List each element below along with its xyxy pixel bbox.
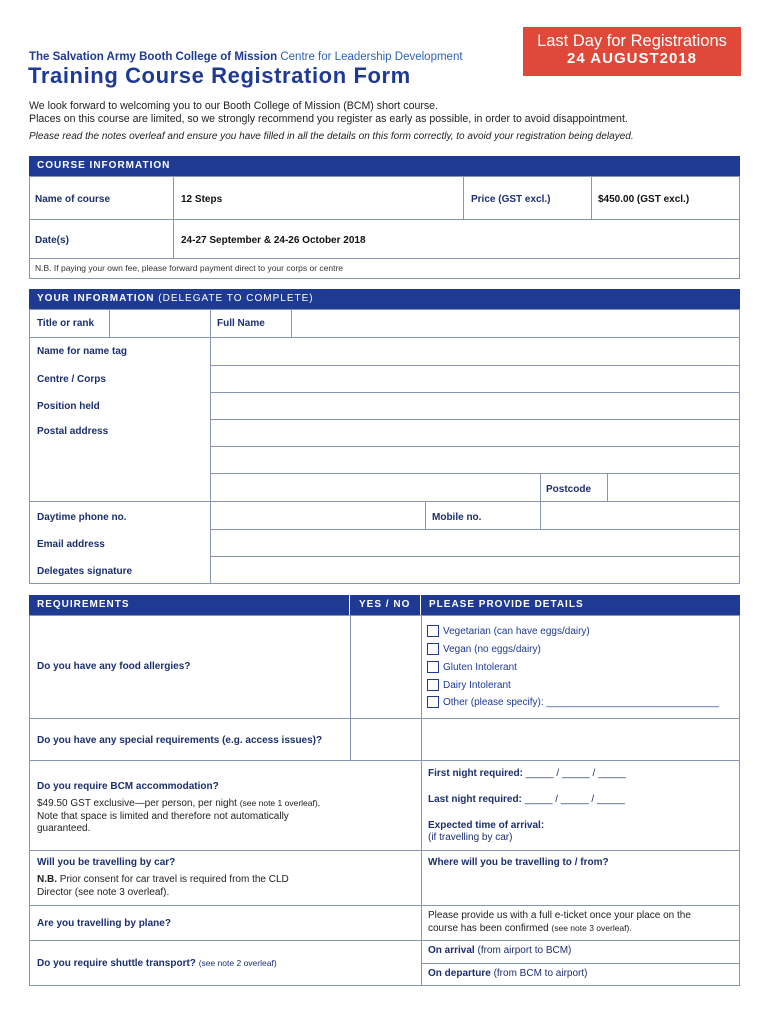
- plane-note-ref: (see note 3 overleaf).: [551, 923, 632, 933]
- dairy-option: Dairy Intolerant: [443, 680, 511, 691]
- requirements-heading: REQUIREMENTS: [29, 595, 349, 615]
- page-title: Training Course Registration Form: [28, 63, 411, 88]
- dates-value[interactable]: 24-27 September & 24-26 October 2018: [181, 235, 366, 246]
- payment-note: N.B. If paying your own fee, please forward payment direct to your corps or centre: [35, 263, 344, 273]
- course-section-heading: COURSE INFORMATION: [29, 156, 740, 176]
- special-requirements-question: Do you have any special requirements (e.g. access issues)?: [37, 735, 323, 746]
- gluten-option: Gluten Intolerant: [443, 662, 517, 673]
- title-rank-label: Title or rank: [37, 318, 95, 329]
- req-row-line-4: [29, 905, 740, 906]
- daytime-phone-label: Daytime phone no.: [37, 512, 127, 523]
- details-heading: PLEASE PROVIDE DETAILS: [421, 595, 740, 615]
- plane-question: Are you travelling by plane?: [37, 918, 171, 929]
- first-night-label: [428, 768, 626, 779]
- other-option[interactable]: Other (please specify): _______________________________: [443, 697, 719, 708]
- your-info-subtitle: (DELEGATE TO COMPLETE): [158, 293, 314, 304]
- centre-corps-field[interactable]: [211, 366, 739, 392]
- intro-line-2: Places on this course are limited, so we strongly recommend you register as early as possible, in order to avoid disappointment.: [29, 113, 628, 125]
- name-tag-field[interactable]: [211, 338, 739, 365]
- on-departure-sub: (from BCM to airport): [493, 968, 588, 979]
- food-allergies-yes-no[interactable]: [351, 616, 421, 718]
- postcode-label: Postcode: [546, 484, 592, 495]
- car-note-1: [37, 874, 289, 885]
- req-row-line-5: [29, 940, 740, 941]
- course-col-divider-2: [463, 176, 464, 219]
- dept-name: Centre for Leadership Development: [280, 51, 463, 63]
- position-label: Position held: [37, 401, 100, 412]
- on-arrival-sub: (from airport to BCM): [477, 945, 572, 956]
- vegetarian-checkbox[interactable]: [427, 625, 439, 637]
- vegan-checkbox[interactable]: [427, 643, 439, 655]
- plane-note-2: [428, 923, 632, 934]
- yes-no-heading: YES / NO: [350, 595, 420, 615]
- arrival-time-label: Expected time of arrival:: [428, 820, 545, 831]
- gluten-checkbox[interactable]: [427, 661, 439, 673]
- email-field[interactable]: [211, 530, 739, 556]
- full-name-label: Full Name: [217, 318, 265, 329]
- shuttle-question: [37, 958, 277, 969]
- mobile-field[interactable]: [541, 502, 739, 529]
- price-value[interactable]: $450.00 (GST excl.): [598, 194, 690, 205]
- plane-note-2-text: course has been confirmed: [428, 923, 549, 934]
- org-subheading: [29, 51, 463, 63]
- position-field[interactable]: [211, 393, 739, 419]
- plane-note-1: Please provide us with a full e-ticket once your place on the: [428, 910, 691, 921]
- signature-label: Delegates signature: [37, 566, 133, 577]
- signature-field[interactable]: [211, 557, 739, 584]
- accommodation-price-note: [37, 798, 320, 809]
- intro-line-3: Please read the notes overleaf and ensure you have filled in all the details on this form correctly, to avoid your registration being delayed.: [29, 131, 634, 142]
- your-info-title: YOUR INFORMATION: [37, 293, 155, 304]
- title-rank-field[interactable]: [110, 310, 210, 337]
- on-departure-label[interactable]: [428, 968, 587, 979]
- food-allergies-question: Do you have any food allergies?: [37, 661, 191, 672]
- vegan-option: Vegan (no eggs/dairy): [443, 644, 541, 655]
- deadline-title: Last Day for Registrations: [537, 32, 727, 50]
- vegetarian-option: Vegetarian (can have eggs/dairy): [443, 626, 590, 637]
- shuttle-note-ref: (see note 2 overleaf): [198, 958, 277, 968]
- accommodation-note-ref: (see note 1 overleaf).: [239, 798, 321, 808]
- other-checkbox[interactable]: [427, 696, 439, 708]
- intro-line-1: We look forward to welcoming you to our Booth College of Mission (BCM) short course.: [29, 100, 439, 112]
- on-arrival-text: On arrival: [428, 945, 475, 956]
- car-note-text: Prior consent for car travel is required from the CLD: [59, 874, 289, 885]
- first-night-blank[interactable]: _____ / _____ / _____: [525, 768, 626, 779]
- postal-address-label: Postal address: [37, 426, 109, 437]
- course-divider-1: [29, 219, 740, 220]
- dairy-checkbox[interactable]: [427, 679, 439, 691]
- dates-label: Date(s): [35, 235, 69, 246]
- course-name-label: Name of course: [35, 194, 111, 205]
- col-line-f: [425, 501, 426, 529]
- req-row-line-6: [421, 963, 740, 964]
- org-name: The Salvation Army Booth College of Mission: [29, 51, 278, 63]
- course-col-divider-1: [173, 176, 174, 258]
- req-row-line-3: [29, 850, 740, 851]
- last-night-label: [428, 794, 625, 805]
- on-arrival-label[interactable]: [428, 945, 571, 956]
- name-tag-label: Name for name tag: [37, 346, 128, 357]
- mobile-label: Mobile no.: [432, 512, 482, 523]
- centre-corps-label: Centre / Corps: [37, 374, 106, 385]
- your-info-heading: [29, 289, 740, 309]
- req-col-line-2: [421, 615, 422, 986]
- arrival-time-sub: (if travelling by car): [428, 832, 513, 843]
- accommodation-question: Do you require BCM accommodation?: [37, 781, 219, 792]
- last-night-blank[interactable]: _____ / _____ / _____: [524, 794, 625, 805]
- postcode-field[interactable]: [608, 474, 739, 501]
- on-departure-text: On departure: [428, 968, 491, 979]
- car-where-label: Where will you be travelling to / from?: [428, 857, 609, 868]
- accommodation-note-3: guaranteed.: [37, 823, 91, 834]
- req-row-line-2: [29, 760, 740, 761]
- special-requirements-details[interactable]: [422, 719, 739, 760]
- daytime-phone-field[interactable]: [211, 502, 425, 529]
- email-label: Email address: [37, 539, 105, 550]
- car-nb: N.B.: [37, 874, 57, 885]
- deadline-date: 24 AUGUST2018: [567, 50, 697, 67]
- car-where-field[interactable]: [422, 870, 739, 905]
- course-name-value[interactable]: 12 Steps: [181, 194, 223, 205]
- shuttle-question-text: Do you require shuttle transport?: [37, 958, 196, 969]
- car-note-2: Director (see note 3 overleaf).: [37, 887, 170, 898]
- course-divider-2: [29, 258, 740, 259]
- last-night-text: Last night required:: [428, 794, 522, 805]
- deadline-banner: [523, 27, 741, 76]
- accommodation-note-2: Note that space is limited and therefore not automatically: [37, 811, 289, 822]
- first-night-text: First night required:: [428, 768, 523, 779]
- course-col-divider-3: [591, 176, 592, 219]
- full-name-field[interactable]: [292, 310, 739, 337]
- car-question: Will you be travelling by car?: [37, 857, 176, 868]
- accommodation-price: $49.50 GST exclusive—per person, per night: [37, 798, 237, 809]
- price-label: Price (GST excl.): [471, 194, 551, 205]
- special-requirements-yes-no[interactable]: [351, 719, 421, 760]
